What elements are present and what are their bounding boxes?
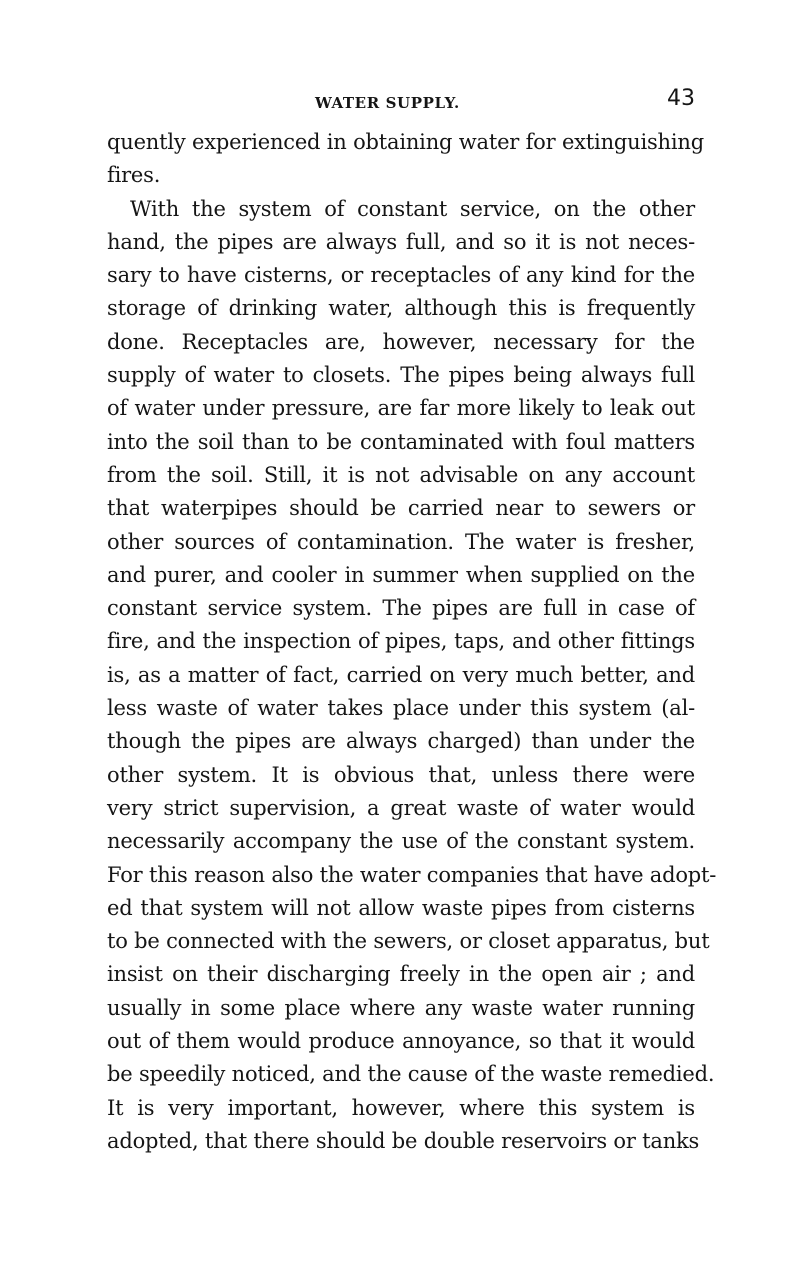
page-number: 43	[667, 86, 695, 111]
text-line: hand, the pipes are always full, and so it is not neces-	[107, 229, 695, 254]
text-line: usually in some place where any waste water running	[107, 995, 695, 1020]
text-line: though the pipes are always charged) than under the	[107, 729, 695, 754]
text-line: of water under pressure, are far more likely to leak out	[107, 396, 695, 421]
text-line: constant service system. The pipes are full in case of	[107, 596, 695, 621]
text-line: very strict supervision, a great waste of water would	[107, 795, 695, 820]
running-head	[107, 86, 695, 122]
text-line: insist on their discharging freely in the open air ; and	[107, 962, 695, 987]
text-line: out of them would produce annoyance, so that it would	[107, 1029, 695, 1054]
text-line: less waste of water takes place under this system (al-	[107, 696, 695, 721]
text-line: adopted, that there should be double reservoirs or tanks	[107, 1128, 700, 1153]
text-line: from the soil. Still, it is not advisable on any account	[107, 462, 695, 487]
text-line: ed that system will not allow waste pipes from cisterns	[107, 895, 695, 920]
text-line: It is very important, however, where this system is	[107, 1095, 695, 1120]
text-line: fires.	[107, 163, 161, 188]
text-line: is, as a matter of fact, carried on very much better, and	[107, 662, 695, 687]
text-line: fire, and the inspection of pipes, taps, and other fittings	[107, 629, 695, 654]
text-line: quently experienced in obtaining water for extinguishing	[107, 130, 704, 154]
text-line: necessarily accompany the use of the constant system.	[107, 829, 695, 854]
text-line: into the soil than to be contaminated with foul matters	[107, 429, 695, 454]
text-line: For this reason also the water companies that have adopt-	[107, 862, 717, 887]
text-line: to be connected with the sewers, or closet apparatus, but	[107, 929, 710, 954]
text-line: other system. It is obvious that, unless there were	[107, 762, 695, 787]
body-text	[107, 126, 717, 1158]
text-line: supply of water to closets. The pipes being always full	[107, 363, 695, 388]
text-line: storage of drinking water, although this is frequently	[107, 296, 695, 321]
text-line: sary to have cisterns, or receptacles of any kind for the	[107, 263, 695, 288]
text-line: done. Receptacles are, however, necessary for the	[107, 329, 695, 354]
text-line: other sources of contamination. The water is fresher,	[107, 529, 695, 554]
text-line: With the system of constant service, on the other	[130, 196, 695, 221]
running-title: WATER SUPPLY.	[315, 94, 460, 112]
text-line: that waterpipes should be carried near to sewers or	[107, 496, 695, 521]
text-line: be speedily noticed, and the cause of the waste remedied.	[107, 1062, 715, 1087]
text-line: and purer, and cooler in summer when supplied on the	[107, 562, 695, 587]
